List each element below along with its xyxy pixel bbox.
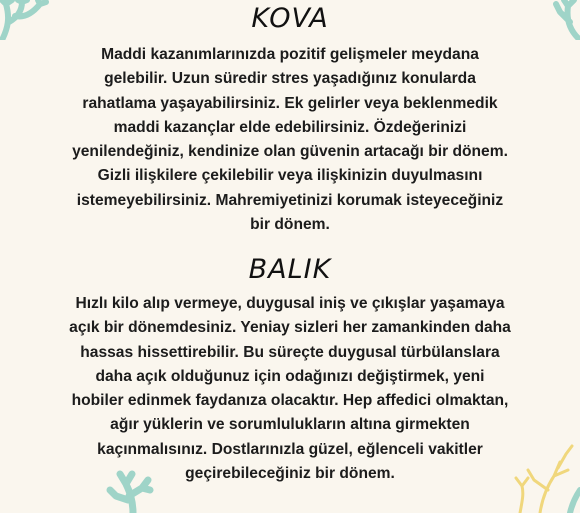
section-text-kova bbox=[30, 43, 550, 237]
text-line: istemeyebilirsiniz. Mahremiyetinizi korumak isteyeceğiniz bbox=[76, 191, 504, 209]
text-line: Gizli ilişkilere çekilebilir veya ilişkinizin duyulmasını bbox=[97, 167, 483, 185]
text-line: Maddi kazanımlarınızda pozitif gelişmeler meydana bbox=[101, 46, 479, 63]
text-line: açık bir dönemdesiniz. Yeniay sizleri her zamankinden daha bbox=[69, 319, 511, 337]
text-line: hobiler edinmek faydanıza olacaktır. Hep affedici olmaktan, bbox=[71, 392, 509, 410]
text-line: bir dönem. bbox=[250, 216, 330, 234]
text-line: maddi kazançlar elde edebilirsiniz. Özdeğerinizi bbox=[113, 118, 467, 136]
text-line: daha açık olduğunuz için odağınızı değiştirmek, yeni bbox=[95, 367, 485, 385]
text-line: gelebilir. Uzun süredir stres yaşadığınız konularda bbox=[104, 70, 476, 88]
text-line: hassas hissettirebilir. Bu süreçte duygusal türbülanslara bbox=[80, 343, 500, 361]
section-title-kova: KOVA bbox=[251, 3, 329, 34]
section-title-balik: BALIK bbox=[248, 254, 332, 285]
text-line: yenilendeğiniz, kendinize olan güvenin artacağı bir dönem. bbox=[72, 143, 508, 161]
text-line: Hızlı kilo alıp vermeye, duygusal iniş ve çıkışlar yaşamaya bbox=[75, 295, 505, 312]
text-line: ağır yüklerin ve sorumlulukların altına girmekten bbox=[110, 416, 470, 434]
section-text-balik bbox=[30, 292, 550, 486]
text-line: geçirebileceğiniz bir dönem. bbox=[185, 465, 395, 483]
text-line: kaçınmalısınız. Dostlarınızla güzel, eğlenceli vakitler bbox=[97, 440, 483, 458]
text-line: rahatlama yaşayabilirsiniz. Ek gelirler veya beklenmedik bbox=[82, 94, 498, 112]
